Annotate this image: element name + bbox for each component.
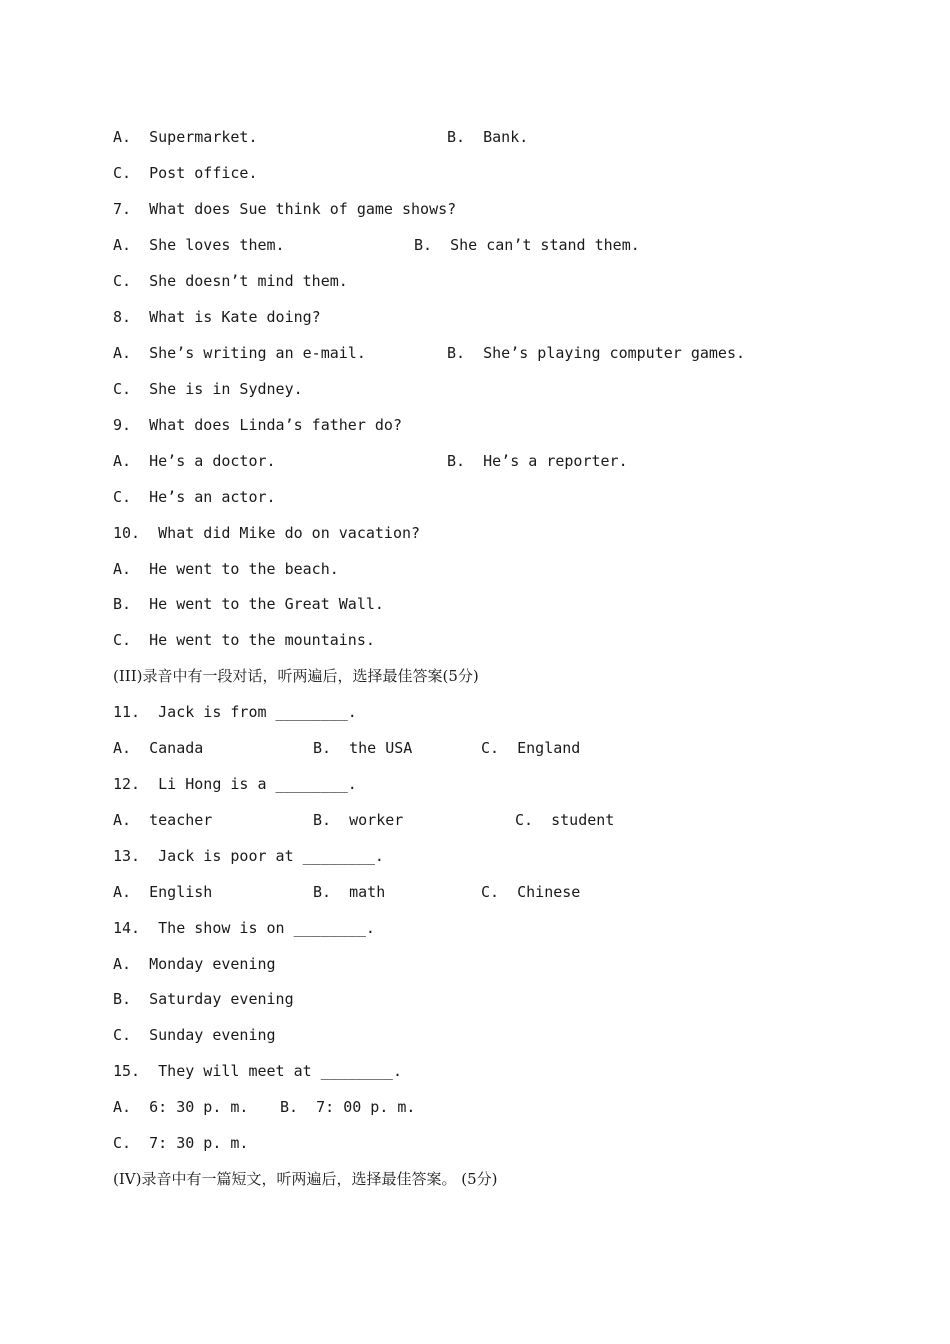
q6-option-a: A. Supermarket. — [113, 128, 258, 146]
question-9: 9. What does Linda’s father do? — [113, 416, 402, 434]
q14-option-b: B. Saturday evening — [113, 990, 294, 1008]
question-7: 7. What does Sue think of game shows? — [113, 200, 457, 218]
question-11: 11. Jack is from ________. — [113, 703, 357, 721]
q14-option-c: C. Sunday evening — [113, 1026, 276, 1044]
q6-option-b: B. Bank. — [447, 128, 529, 146]
q7-option-c: C. She doesn’t mind them. — [113, 272, 348, 290]
q12-option-c: C. student — [515, 811, 615, 829]
q7-option-b: B. She can’t stand them. — [414, 236, 640, 254]
q9-option-a: A. He’s a doctor. — [113, 452, 276, 470]
question-10: 10. What did Mike do on vacation? — [113, 524, 421, 542]
q13-option-b: B. math — [313, 883, 386, 901]
q10-option-c: C. He went to the mountains. — [113, 631, 375, 649]
q13-option-a: A. English — [113, 883, 213, 901]
q6-option-c: C. Post office. — [113, 164, 258, 182]
question-12: 12. Li Hong is a ________. — [113, 775, 357, 793]
q14-option-a: A. Monday evening — [113, 955, 276, 973]
section-iv-heading: (IV)录音中有一篇短文，听两遍后，选择最佳答案。 (5分) — [113, 1170, 498, 1188]
q12-option-a: A. teacher — [113, 811, 213, 829]
q13-option-c: C. Chinese — [481, 883, 581, 901]
q9-option-b: B. He’s a reporter. — [447, 452, 628, 470]
q9-option-c: C. He’s an actor. — [113, 488, 276, 506]
q11-option-c: C. England — [481, 739, 581, 757]
question-8: 8. What is Kate doing? — [113, 308, 321, 326]
q15-option-b: B. 7: 00 p. m. — [280, 1098, 416, 1116]
q8-option-b: B. She’s playing computer games. — [447, 344, 746, 362]
question-15: 15. They will meet at ________. — [113, 1062, 402, 1080]
question-14: 14. The show is on ________. — [113, 919, 375, 937]
q8-option-a: A. She’s writing an e-mail. — [113, 344, 366, 362]
question-13: 13. Jack is poor at ________. — [113, 847, 384, 865]
q11-option-b: B. the USA — [313, 739, 413, 757]
q8-option-c: C. She is in Sydney. — [113, 380, 303, 398]
q10-option-b: B. He went to the Great Wall. — [113, 595, 384, 613]
section-iii-heading: (III)录音中有一段对话，听两遍后，选择最佳答案(5分) — [113, 667, 479, 685]
q15-option-a: A. 6: 30 p. m. — [113, 1098, 249, 1116]
q15-option-c: C. 7: 30 p. m. — [113, 1134, 249, 1152]
q12-option-b: B. worker — [313, 811, 404, 829]
q10-option-a: A. He went to the beach. — [113, 560, 339, 578]
q11-option-a: A. Canada — [113, 739, 204, 757]
q7-option-a: A. She loves them. — [113, 236, 285, 254]
